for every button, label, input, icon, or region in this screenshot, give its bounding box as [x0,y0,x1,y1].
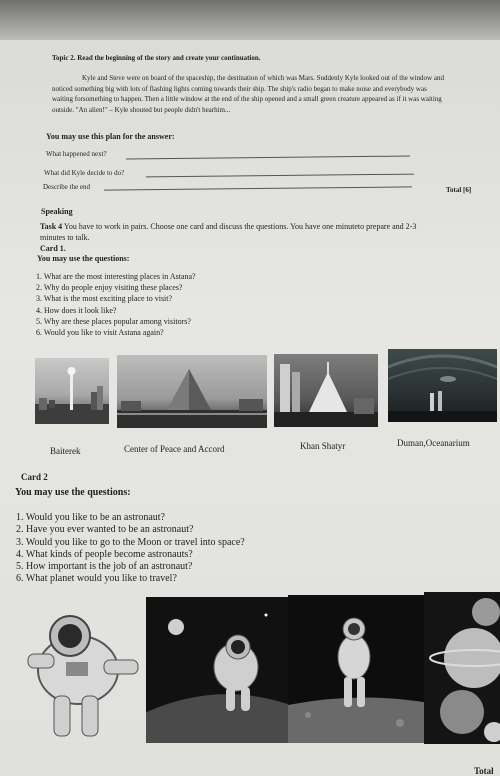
card1-label: You may use the questions: [37,254,130,263]
card2-question-5: 5. How important is the job of an astronaut? [16,561,193,573]
card2-question-1: 1. Would you like to be an astronaut? [16,512,165,523]
space-planet-image [146,597,288,743]
card1-title: Card 1. [40,244,66,253]
card1-question-6: 6. Would you like to visit Astana again? [36,328,164,338]
khan-shatyr-photo [274,354,378,427]
caption-khan-shatyr: Khan Shatyr [300,441,346,451]
task-text: You have to work in pairs. Choose one card and discuss the questions. You have one minuteto prepare and 2-3 [62,222,417,231]
caption-peace-accord: Center of Peace and Accord [124,444,225,454]
planets-image [424,592,500,744]
plan-label: You may use this plan for the answer: [46,132,175,141]
baiterek-photo [35,358,109,424]
space-planet-photo [146,597,288,743]
answer-line-1[interactable] [126,156,410,160]
pyramid-image [117,355,267,428]
oceanarium-photo [388,349,497,422]
planets-photo [424,592,500,744]
task-line-1 [40,222,416,231]
speaking-heading: Speaking [41,207,73,216]
card2-label: You may use the questions: [15,487,131,498]
card1-question-2: 2. Why do people enjoy visiting these places? [36,283,183,293]
story-paragraph: Kyle and Steve were on board of the spaceship, the destination of which was Mars. Suddenly Kyle looked out of the window and noticed something big with lots of flashing lights coming towards their ship. The ship's radio began to make noise and everybody was waiting forsomething to happen. Then a little window at the end of the ship opened and a small green creature appeared as if it was waiting outside. "An alien!" – Kyle shouted but people didn't hearhim... [52,74,444,114]
astronaut-floating-photo [8,600,150,750]
task-label: Task 4 [40,222,63,231]
card2-question-6: 6. What planet would you like to travel? [16,573,177,585]
answer-line-3[interactable] [104,186,412,190]
khan-shatyr-image [274,354,378,427]
card2-questions [16,512,245,586]
moonwalk-image [288,595,430,743]
footer-total: Total [474,766,494,776]
plan-item-2: What did Kyle decide to do? [44,169,125,177]
oceanarium-image [388,349,497,422]
card2-question-2: 2. Have you ever wanted to be an astronaut? [16,524,194,536]
baiterek-image [35,358,109,424]
card1-question-1: 1. What are the most interesting places in Astana? [36,272,196,281]
answer-line-2[interactable] [146,174,414,178]
card1-question-4: 4. How does it look like? [36,305,117,315]
topic-total: Total [6] [446,186,472,194]
topic-heading: Topic 2. Read the beginning of the story and create your continuation. [52,54,261,62]
card1-question-5: 5. Why are these places popular among visitors? [36,316,191,326]
astronaut-floating-image [8,600,150,750]
plan-item-1: What happened next? [46,150,107,158]
task-line-2: minutes to talk. [40,233,90,242]
peace-accord-photo [117,355,267,428]
card1-question-3: 3. What is the most exciting place to visit? [36,294,173,304]
card2-question-3: 3. Would you like to go to the Moon or travel into space? [16,536,245,548]
moonwalk-photo [288,595,430,743]
card2-question-4: 4. What kinds of people become astronauts? [16,548,193,560]
plan-item-3: Describe the end [43,183,91,191]
card2-title: Card 2 [21,472,48,482]
card1-questions [36,271,196,338]
page-top-shadow [0,0,500,40]
caption-oceanarium: Duman,Oceanarium [397,438,470,448]
caption-baiterek: Baiterek [50,446,81,456]
